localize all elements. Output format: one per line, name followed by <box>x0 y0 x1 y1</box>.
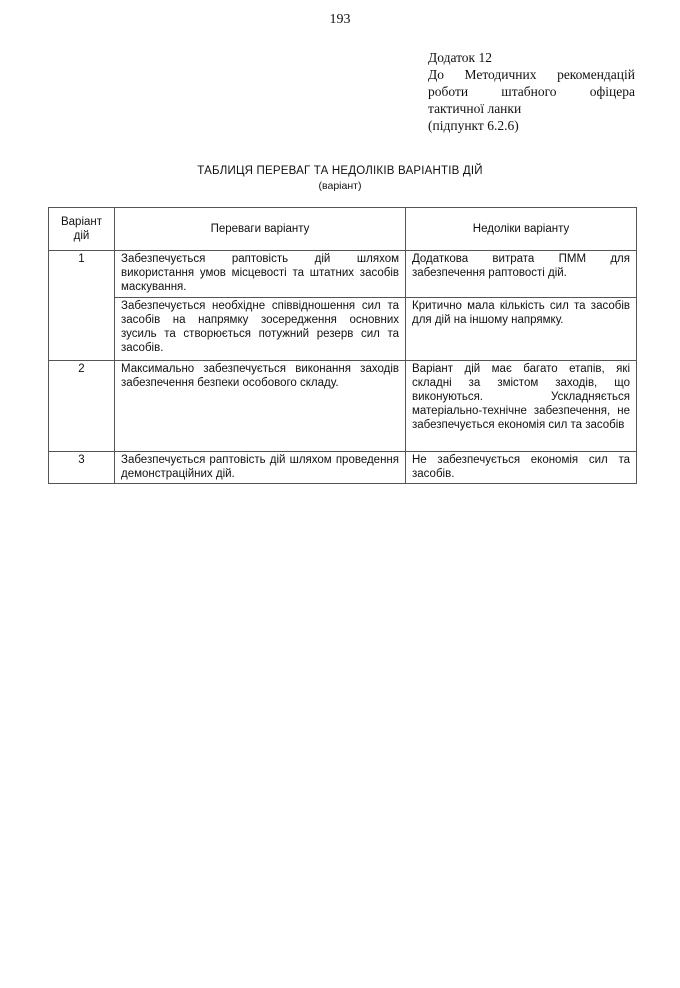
table-row <box>49 251 637 298</box>
advantage-cell: Забезпечується раптовість дій шляхом використання умов місцевості та штатних засобів маскування. <box>115 251 406 298</box>
variant-number: 3 <box>49 452 115 484</box>
table-title: ТАБЛИЦЯ ПЕРЕВАГ ТА НЕДОЛІКІВ ВАРІАНТІВ ДІЙ <box>197 165 483 177</box>
advantage-cell: Максимально забезпечується виконання заходів забезпечення безпеки особового складу. <box>115 361 406 452</box>
appendix-reference-line-2: роботи штабного офіцера <box>428 84 635 99</box>
table-header-row <box>49 208 637 251</box>
header-variant: Варіант дій <box>49 208 115 251</box>
advantages-disadvantages-table <box>48 207 637 484</box>
appendix-number: Додаток 12 <box>428 50 492 65</box>
disadvantage-cell: Критично мала кількість сил та засобів для дій на іншому напрямку. <box>406 298 637 361</box>
table-row <box>49 361 637 452</box>
advantage-cell: Забезпечується раптовість дій шляхом проведення демонстраційних дій. <box>115 452 406 484</box>
appendix-block <box>428 49 635 134</box>
page-number: 193 <box>329 12 351 27</box>
header-disadvantages: Недоліки варіанту <box>406 208 637 251</box>
advantage-cell: Забезпечується необхідне співвідношення сил та засобів на напрямку зосередження основних зусиль та створюється потужний резерв сил та засобів. <box>115 298 406 361</box>
disadvantage-cell: Не забезпечується економія сил та засобів. <box>406 452 637 484</box>
table-row <box>49 298 637 361</box>
appendix-reference-line-3: тактичної ланки <box>428 101 522 116</box>
disadvantage-cell: Додаткова витрата ПММ для забезпечення раптовості дій. <box>406 251 637 298</box>
disadvantage-cell: Варіант дій має багато етапів, які складні за змістом заходів, що виконуються. Ускладняється матеріально-технічне забезпечення, не забезпечується економія сил та засобів <box>406 361 637 452</box>
table-row <box>49 452 637 484</box>
header-advantages: Переваги варіанту <box>115 208 406 251</box>
variant-number: 1 <box>49 251 115 361</box>
table-subtitle: (варіант) <box>318 180 362 192</box>
appendix-subparagraph: (підпункт 6.2.6) <box>428 118 519 133</box>
variant-number: 2 <box>49 361 115 452</box>
appendix-reference-line-1: До Методичних рекомендацій <box>428 67 635 82</box>
